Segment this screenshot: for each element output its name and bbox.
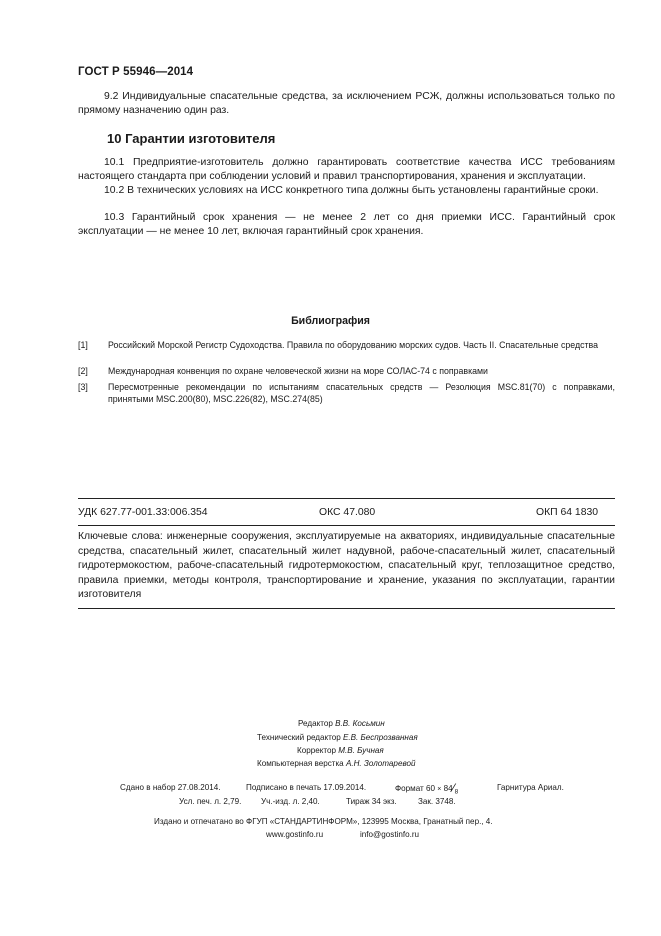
okp-code: ОКП 64 1830 <box>536 507 599 518</box>
bibliography-entry-number: [1] <box>78 340 88 350</box>
clause-10-3: 10.3 Гарантийный срок хранения — не менее 2 лет со дня приемки ИСС. Гарантийный срок эксплуатации — не менее 10 лет, включая гарантийный срок хранения. <box>78 212 615 237</box>
bibliography-entry-number: [2] <box>78 366 88 376</box>
imprint-tech-editor <box>257 732 418 743</box>
bibliography-title: Библиография <box>291 315 370 327</box>
imprint-format-84: 84 <box>443 784 453 793</box>
imprint-format-8: 8 <box>454 788 459 796</box>
clause-10-1: 10.1 Предприятие-изготовитель должно гарантировать соответствие качества ИСС требованиям настоящего стандарта при соблюдении условий и правил транспортирования, хранения и эксплуатации. <box>78 157 615 182</box>
imprint-print-date-signed: Подписано в печать 17.09.2014. <box>246 783 367 792</box>
imprint-name: Е.В. Беспрозванная <box>343 733 418 742</box>
imprint-editor <box>298 718 385 729</box>
keywords-paragraph: Ключевые слова: инженерные сооружения, эксплуатируемые на акваториях, индивидуальные спасательные средства, спасательный жилет, спасательный жилет надувной, рабоче-спасательный жилет, спасательный гидротермокостюм, рабоче-спасательный гидротермокостюм, спасательный круг, теплозащитное средство, правила приемки, методы контроля, транспортирование и хранение, указания по эксплуатации, гарантии изготовителя <box>78 531 615 600</box>
imprint-layout <box>257 758 416 769</box>
imprint-website[interactable]: www.gostinfo.ru <box>266 830 324 839</box>
bibliography-entry-text: Международная конвенция по охране человеческой жизни на море СОЛАС-74 с поправками <box>108 366 488 376</box>
imprint-format-slash: ⁄ <box>452 781 455 795</box>
imprint-name: М.В. Бучная <box>338 746 384 755</box>
clause-9-2: 9.2 Индивидуальные спасательные средства, за исключением РСЖ, должны использоваться только по прямому назначению один раз. <box>78 91 615 116</box>
imprint-order: Зак. 3748. <box>418 797 456 806</box>
oks-code: ОКС 47.080 <box>319 507 376 518</box>
imprint-label: Компьютерная верстка <box>257 759 344 768</box>
imprint-name: В.В. Косьмин <box>335 719 385 728</box>
imprint-label: Технический редактор <box>257 733 341 742</box>
standard-code-header: ГОСТ Р 55946—2014 <box>78 66 194 78</box>
bibliography-entry-text: Пересмотренные рекомендации по испытаниям спасательных средств — Резолюция MSC.81(70) с поправками, принятыми MSC.200(80), MSC.226(82), MSC.274(85) <box>108 382 615 404</box>
imprint-format-prefix: Формат 60 <box>395 784 436 793</box>
imprint-print-sheets: Усл. печ. л. 2,79. <box>179 797 242 806</box>
udk-code: УДК 627.77-001.33:006.354 <box>78 507 208 518</box>
imprint-typeface: Гарнитура Ариал. <box>497 783 564 792</box>
separator-rule <box>78 498 615 499</box>
imprint-format-times: × <box>437 786 442 793</box>
bibliography-entry-number: [3] <box>78 382 88 392</box>
bibliography-entry-text: Российский Морской Регистр Судоходства. Правила по оборудованию морских судов. Часть II. Спасательные средства <box>108 340 598 350</box>
imprint-email[interactable]: info@gostinfo.ru <box>360 830 420 839</box>
imprint-label: Корректор <box>297 746 336 755</box>
clause-10-2: 10.2 В технических условиях на ИСС конкретного типа должны быть установлены гарантийные сроки. <box>104 185 599 196</box>
imprint-corrector <box>297 745 384 756</box>
imprint-label: Редактор <box>298 719 333 728</box>
imprint-print-date-set: Сдано в набор 27.08.2014. <box>120 783 221 792</box>
imprint-circulation: Тираж 34 экз. <box>346 797 397 806</box>
section-10-title: 10 Гарантии изготовителя <box>107 131 276 146</box>
imprint-publisher: Издано и отпечатано во ФГУП «СТАНДАРТИНФОРМ», 123995 Москва, Гранатный пер., 4. <box>154 817 493 826</box>
imprint-publish-sheets: Уч.-изд. л. 2,40. <box>261 797 320 806</box>
separator-rule <box>78 525 615 526</box>
separator-rule <box>78 608 615 609</box>
imprint-name: А.Н. Золотаревой <box>345 759 416 768</box>
